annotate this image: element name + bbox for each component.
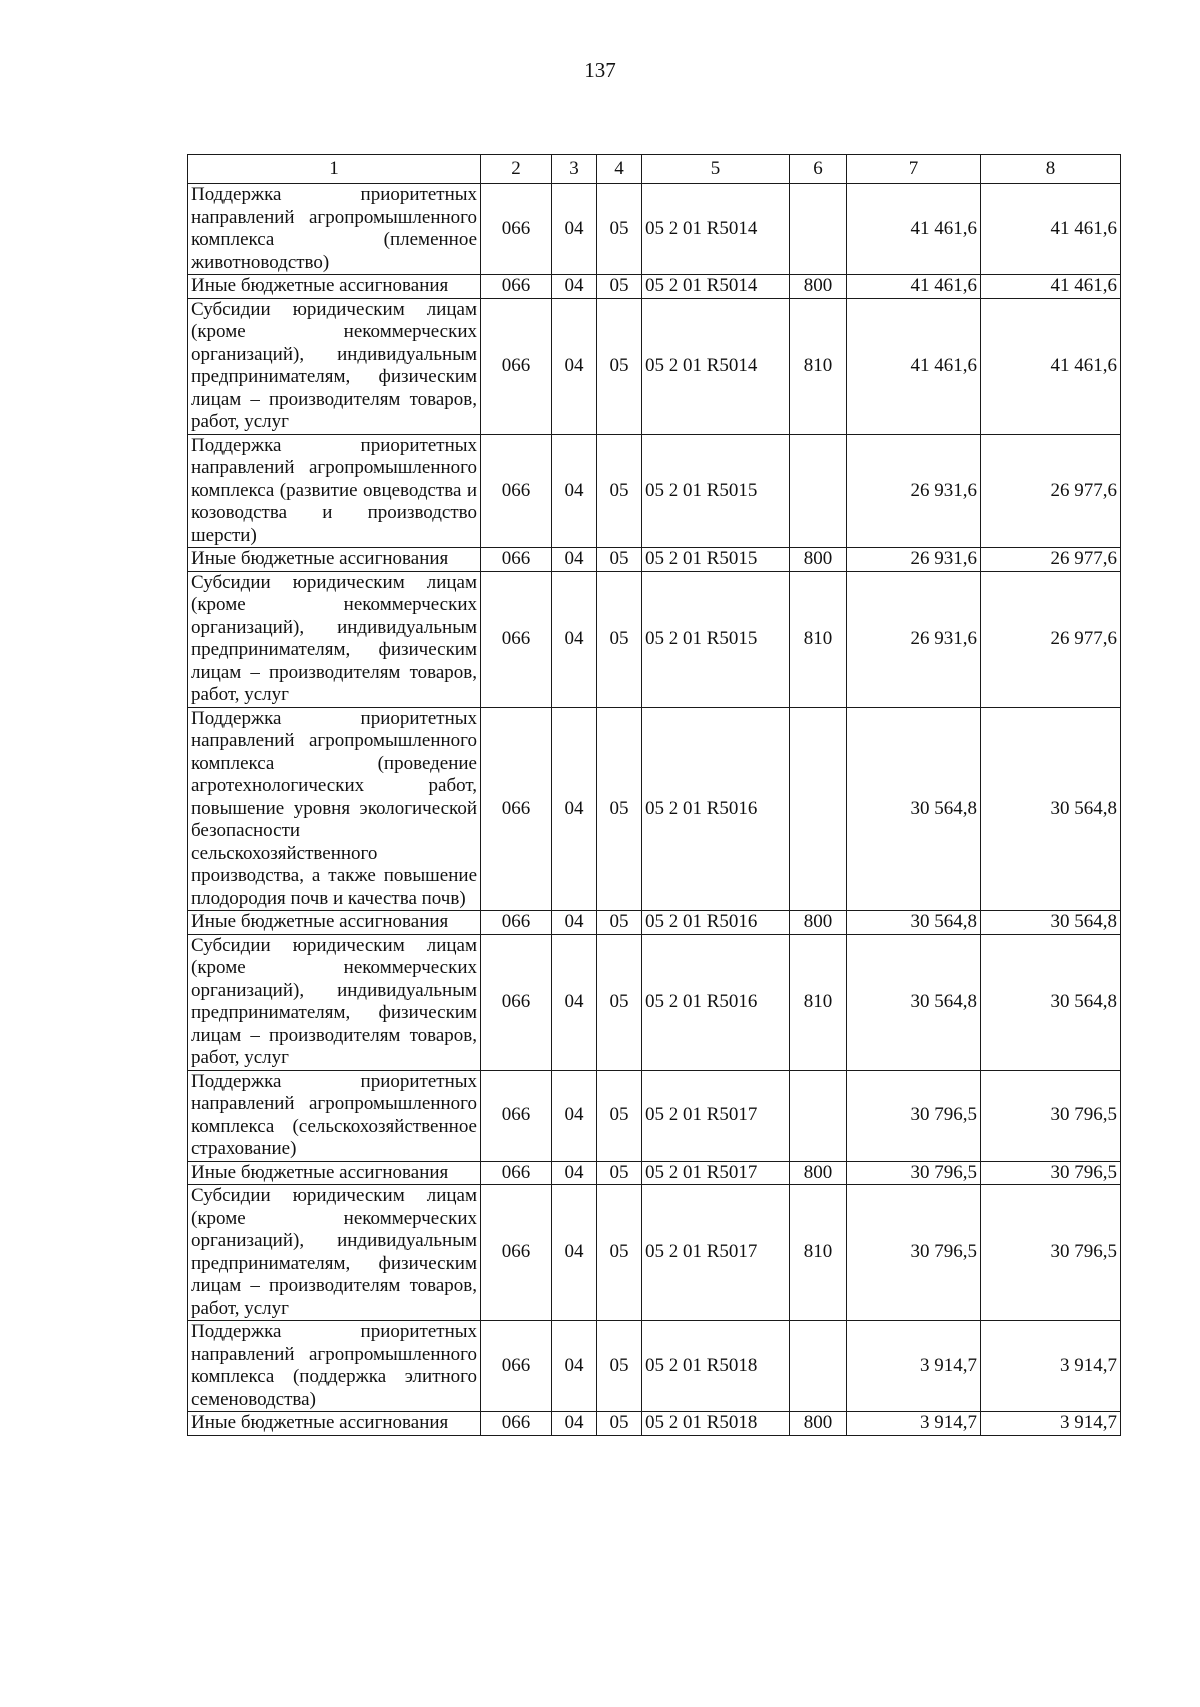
ministry-code-cell: 066 bbox=[481, 434, 552, 548]
amount-col8-cell: 41 461,6 bbox=[981, 184, 1121, 275]
amount-col7-cell: 30 796,5 bbox=[847, 1161, 981, 1185]
header-cell: 8 bbox=[981, 155, 1121, 184]
subsection-code-cell: 05 bbox=[597, 1412, 642, 1436]
section-code-cell: 04 bbox=[552, 571, 597, 707]
target-article-cell: 05 2 01 R5015 bbox=[642, 571, 790, 707]
row-name-cell: Иные бюджетные ассигнования bbox=[188, 1412, 481, 1436]
subsection-code-cell: 05 bbox=[597, 707, 642, 911]
ministry-code-cell: 066 bbox=[481, 1070, 552, 1161]
subsection-code-cell: 05 bbox=[597, 1185, 642, 1321]
table-header bbox=[188, 155, 1121, 184]
target-article-cell: 05 2 01 R5018 bbox=[642, 1321, 790, 1412]
subsection-code-cell: 05 bbox=[597, 1070, 642, 1161]
table-body bbox=[188, 184, 1121, 1436]
ministry-code-cell: 066 bbox=[481, 1185, 552, 1321]
expense-type-cell bbox=[790, 434, 847, 548]
amount-col8-cell: 30 796,5 bbox=[981, 1161, 1121, 1185]
target-article-cell: 05 2 01 R5014 bbox=[642, 298, 790, 434]
amount-col8-cell: 26 977,6 bbox=[981, 434, 1121, 548]
header-row bbox=[188, 155, 1121, 184]
section-code-cell: 04 bbox=[552, 1185, 597, 1321]
ministry-code-cell: 066 bbox=[481, 571, 552, 707]
header-cell: 1 bbox=[188, 155, 481, 184]
row-name-cell: Иные бюджетные ассигнования bbox=[188, 1161, 481, 1185]
expense-type-cell bbox=[790, 1070, 847, 1161]
section-code-cell: 04 bbox=[552, 934, 597, 1070]
table-row bbox=[188, 571, 1121, 707]
row-name-cell: Субсидии юридическим лицам (кроме некоммерческих организаций), индивидуальным предпринимателям, физическим лицам – производителям товаров, работ, услуг bbox=[188, 298, 481, 434]
budget-table bbox=[187, 154, 1121, 1436]
table-row bbox=[188, 434, 1121, 548]
amount-col8-cell: 41 461,6 bbox=[981, 275, 1121, 299]
section-code-cell: 04 bbox=[552, 434, 597, 548]
target-article-cell: 05 2 01 R5015 bbox=[642, 434, 790, 548]
table-row bbox=[188, 1070, 1121, 1161]
expense-type-cell bbox=[790, 184, 847, 275]
target-article-cell: 05 2 01 R5018 bbox=[642, 1412, 790, 1436]
target-article-cell: 05 2 01 R5014 bbox=[642, 275, 790, 299]
subsection-code-cell: 05 bbox=[597, 184, 642, 275]
row-name-cell: Субсидии юридическим лицам (кроме некоммерческих организаций), индивидуальным предпринимателям, физическим лицам – производителям товаров, работ, услуг bbox=[188, 571, 481, 707]
subsection-code-cell: 05 bbox=[597, 298, 642, 434]
target-article-cell: 05 2 01 R5016 bbox=[642, 707, 790, 911]
ministry-code-cell: 066 bbox=[481, 707, 552, 911]
page-number: 137 bbox=[584, 58, 616, 82]
expense-type-cell: 810 bbox=[790, 934, 847, 1070]
amount-col7-cell: 41 461,6 bbox=[847, 298, 981, 434]
section-code-cell: 04 bbox=[552, 1412, 597, 1436]
target-article-cell: 05 2 01 R5017 bbox=[642, 1161, 790, 1185]
section-code-cell: 04 bbox=[552, 184, 597, 275]
table-row bbox=[188, 184, 1121, 275]
header-cell: 6 bbox=[790, 155, 847, 184]
row-name-cell: Иные бюджетные ассигнования bbox=[188, 911, 481, 935]
target-article-cell: 05 2 01 R5016 bbox=[642, 911, 790, 935]
target-article-cell: 05 2 01 R5017 bbox=[642, 1070, 790, 1161]
amount-col7-cell: 26 931,6 bbox=[847, 548, 981, 572]
table-row bbox=[188, 934, 1121, 1070]
ministry-code-cell: 066 bbox=[481, 934, 552, 1070]
amount-col8-cell: 30 564,8 bbox=[981, 707, 1121, 911]
table-row bbox=[188, 911, 1121, 935]
amount-col8-cell: 30 796,5 bbox=[981, 1185, 1121, 1321]
target-article-cell: 05 2 01 R5016 bbox=[642, 934, 790, 1070]
target-article-cell: 05 2 01 R5014 bbox=[642, 184, 790, 275]
amount-col7-cell: 30 564,8 bbox=[847, 934, 981, 1070]
table-row bbox=[188, 707, 1121, 911]
section-code-cell: 04 bbox=[552, 707, 597, 911]
table-row bbox=[188, 275, 1121, 299]
subsection-code-cell: 05 bbox=[597, 571, 642, 707]
row-name-cell: Субсидии юридическим лицам (кроме некоммерческих организаций), индивидуальным предпринимателям, физическим лицам – производителям товаров, работ, услуг bbox=[188, 934, 481, 1070]
row-name-cell: Поддержка приоритетных направлений агропромышленного комплекса (поддержка элитного семеноводства) bbox=[188, 1321, 481, 1412]
amount-col7-cell: 3 914,7 bbox=[847, 1321, 981, 1412]
target-article-cell: 05 2 01 R5015 bbox=[642, 548, 790, 572]
ministry-code-cell: 066 bbox=[481, 1321, 552, 1412]
subsection-code-cell: 05 bbox=[597, 1321, 642, 1412]
amount-col7-cell: 41 461,6 bbox=[847, 275, 981, 299]
expense-type-cell: 800 bbox=[790, 911, 847, 935]
section-code-cell: 04 bbox=[552, 298, 597, 434]
target-article-cell: 05 2 01 R5017 bbox=[642, 1185, 790, 1321]
amount-col7-cell: 30 796,5 bbox=[847, 1185, 981, 1321]
subsection-code-cell: 05 bbox=[597, 1161, 642, 1185]
expense-type-cell: 800 bbox=[790, 275, 847, 299]
subsection-code-cell: 05 bbox=[597, 275, 642, 299]
ministry-code-cell: 066 bbox=[481, 275, 552, 299]
table-row bbox=[188, 1161, 1121, 1185]
row-name-cell: Поддержка приоритетных направлений агропромышленного комплекса (сельскохозяйственное страхование) bbox=[188, 1070, 481, 1161]
header-cell: 3 bbox=[552, 155, 597, 184]
amount-col7-cell: 30 796,5 bbox=[847, 1070, 981, 1161]
expense-type-cell: 800 bbox=[790, 548, 847, 572]
row-name-cell: Иные бюджетные ассигнования bbox=[188, 548, 481, 572]
section-code-cell: 04 bbox=[552, 275, 597, 299]
section-code-cell: 04 bbox=[552, 911, 597, 935]
row-name-cell: Субсидии юридическим лицам (кроме некоммерческих организаций), индивидуальным предпринимателям, физическим лицам – производителям товаров, работ, услуг bbox=[188, 1185, 481, 1321]
amount-col8-cell: 26 977,6 bbox=[981, 571, 1121, 707]
header-cell: 2 bbox=[481, 155, 552, 184]
row-name-cell: Поддержка приоритетных направлений агропромышленного комплекса (проведение агротехнологических работ, повышение уровня экологической безопасности сельскохозяйственного производства, а также повышение плодородия почв и качества почв) bbox=[188, 707, 481, 911]
amount-col8-cell: 3 914,7 bbox=[981, 1321, 1121, 1412]
expense-type-cell: 800 bbox=[790, 1161, 847, 1185]
section-code-cell: 04 bbox=[552, 1161, 597, 1185]
subsection-code-cell: 05 bbox=[597, 434, 642, 548]
ministry-code-cell: 066 bbox=[481, 911, 552, 935]
header-cell: 4 bbox=[597, 155, 642, 184]
amount-col8-cell: 30 564,8 bbox=[981, 911, 1121, 935]
section-code-cell: 04 bbox=[552, 548, 597, 572]
amount-col7-cell: 30 564,8 bbox=[847, 707, 981, 911]
amount-col7-cell: 30 564,8 bbox=[847, 911, 981, 935]
table-row bbox=[188, 548, 1121, 572]
table-row bbox=[188, 1321, 1121, 1412]
amount-col8-cell: 30 564,8 bbox=[981, 934, 1121, 1070]
amount-col7-cell: 26 931,6 bbox=[847, 571, 981, 707]
ministry-code-cell: 066 bbox=[481, 298, 552, 434]
expense-type-cell bbox=[790, 1321, 847, 1412]
amount-col7-cell: 3 914,7 bbox=[847, 1412, 981, 1436]
row-name-cell: Иные бюджетные ассигнования bbox=[188, 275, 481, 299]
expense-type-cell: 810 bbox=[790, 571, 847, 707]
amount-col7-cell: 41 461,6 bbox=[847, 184, 981, 275]
amount-col8-cell: 41 461,6 bbox=[981, 298, 1121, 434]
row-name-cell: Поддержка приоритетных направлений агропромышленного комплекса (племенное животноводство) bbox=[188, 184, 481, 275]
subsection-code-cell: 05 bbox=[597, 911, 642, 935]
ministry-code-cell: 066 bbox=[481, 1412, 552, 1436]
table-row bbox=[188, 1412, 1121, 1436]
subsection-code-cell: 05 bbox=[597, 548, 642, 572]
amount-col8-cell: 26 977,6 bbox=[981, 548, 1121, 572]
ministry-code-cell: 066 bbox=[481, 1161, 552, 1185]
expense-type-cell: 800 bbox=[790, 1412, 847, 1436]
section-code-cell: 04 bbox=[552, 1070, 597, 1161]
table-row bbox=[188, 1185, 1121, 1321]
row-name-cell: Поддержка приоритетных направлений агропромышленного комплекса (развитие овцеводства и козоводства и производство шерсти) bbox=[188, 434, 481, 548]
ministry-code-cell: 066 bbox=[481, 184, 552, 275]
amount-col8-cell: 30 796,5 bbox=[981, 1070, 1121, 1161]
section-code-cell: 04 bbox=[552, 1321, 597, 1412]
header-cell: 7 bbox=[847, 155, 981, 184]
amount-col7-cell: 26 931,6 bbox=[847, 434, 981, 548]
header-cell: 5 bbox=[642, 155, 790, 184]
subsection-code-cell: 05 bbox=[597, 934, 642, 1070]
expense-type-cell: 810 bbox=[790, 298, 847, 434]
amount-col8-cell: 3 914,7 bbox=[981, 1412, 1121, 1436]
table-row bbox=[188, 298, 1121, 434]
expense-type-cell bbox=[790, 707, 847, 911]
ministry-code-cell: 066 bbox=[481, 548, 552, 572]
expense-type-cell: 810 bbox=[790, 1185, 847, 1321]
